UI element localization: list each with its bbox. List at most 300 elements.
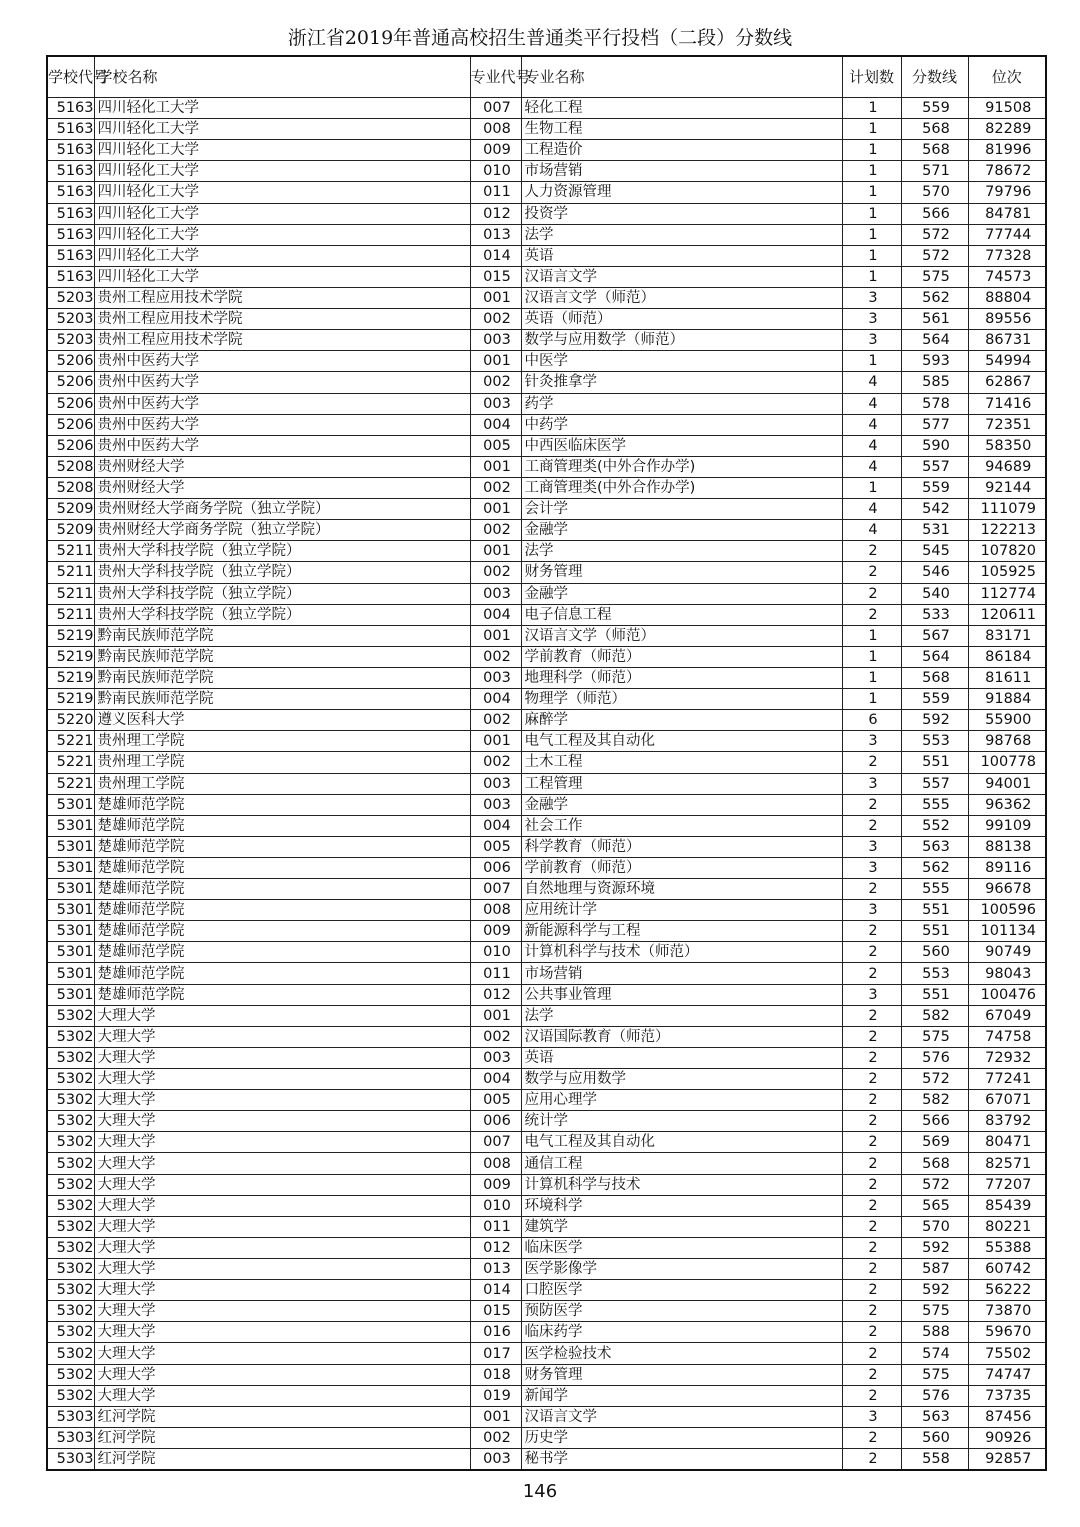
major-name-cell: 历史学 [521,1427,842,1448]
plan-cell: 1 [842,245,901,266]
major-name-cell: 数学与应用数学 [521,1069,842,1090]
header-school-name: 学校名称 [94,56,470,98]
school-name-cell: 大理大学 [94,1174,470,1195]
score-cell: 531 [901,520,968,541]
school-name-cell: 贵州工程应用技术学院 [94,330,470,351]
school-code-cell: 5301 [47,857,94,878]
school-code-cell: 5301 [47,984,94,1005]
rank-cell: 54994 [968,351,1046,372]
rank-cell: 55388 [968,1237,1046,1258]
score-cell: 568 [901,1153,968,1174]
score-cell: 555 [901,794,968,815]
major-code-cell: 002 [470,520,521,541]
major-code-cell: 007 [470,1132,521,1153]
major-name-cell: 工商管理类(中外合作办学) [521,477,842,498]
score-cell: 592 [901,1280,968,1301]
major-name-cell: 汉语言文学（师范） [521,287,842,308]
rank-cell: 77207 [968,1174,1046,1195]
table-header-row [47,56,1046,98]
school-name-cell: 大理大学 [94,1069,470,1090]
rank-cell: 74573 [968,266,1046,287]
school-name-cell: 楚雄师范学院 [94,900,470,921]
major-code-cell: 008 [470,900,521,921]
major-name-cell: 应用统计学 [521,900,842,921]
school-name-cell: 黔南民族师范学院 [94,646,470,667]
school-name-cell: 大理大学 [94,1280,470,1301]
plan-cell: 2 [842,1322,901,1343]
score-cell: 572 [901,1174,968,1195]
score-cell: 572 [901,245,968,266]
major-name-cell: 法学 [521,1005,842,1026]
school-name-cell: 大理大学 [94,1047,470,1068]
table-row [47,182,1046,203]
table-row [47,140,1046,161]
table-row [47,351,1046,372]
major-code-cell: 002 [470,562,521,583]
rank-cell: 82571 [968,1153,1046,1174]
major-name-cell: 金融学 [521,520,842,541]
school-code-cell: 5209 [47,499,94,520]
school-code-cell: 5211 [47,604,94,625]
rank-cell: 96678 [968,879,1046,900]
table-row [47,857,1046,878]
major-name-cell: 金融学 [521,794,842,815]
major-code-cell: 002 [470,646,521,667]
major-name-cell: 学前教育（师范） [521,857,842,878]
header-rank: 位次 [968,56,1046,98]
major-name-cell: 投资学 [521,203,842,224]
school-code-cell: 5302 [47,1090,94,1111]
score-cell: 571 [901,161,968,182]
major-name-cell: 麻醉学 [521,710,842,731]
score-cell: 582 [901,1005,968,1026]
major-code-cell: 003 [470,773,521,794]
rank-cell: 98768 [968,731,1046,752]
school-code-cell: 5203 [47,330,94,351]
table-row [47,414,1046,435]
school-name-cell: 四川轻化工大学 [94,203,470,224]
school-name-cell: 大理大学 [94,1385,470,1406]
plan-cell: 2 [842,1174,901,1195]
major-name-cell: 临床医学 [521,1237,842,1258]
major-name-cell: 工程管理 [521,773,842,794]
rank-cell: 74747 [968,1364,1046,1385]
plan-cell: 1 [842,351,901,372]
table-row [47,309,1046,330]
school-code-cell: 5302 [47,1280,94,1301]
plan-cell: 2 [842,1111,901,1132]
school-name-cell: 黔南民族师范学院 [94,625,470,646]
major-name-cell: 工商管理类(中外合作办学) [521,456,842,477]
table-row [47,1364,1046,1385]
table-row [47,583,1046,604]
school-code-cell: 5163 [47,224,94,245]
major-name-cell: 汉语言文学 [521,266,842,287]
plan-cell: 2 [842,1449,901,1471]
major-code-cell: 001 [470,1005,521,1026]
rank-cell: 56222 [968,1280,1046,1301]
major-name-cell: 科学教育（师范） [521,836,842,857]
table-row [47,942,1046,963]
rank-cell: 90926 [968,1427,1046,1448]
major-code-cell: 018 [470,1364,521,1385]
major-code-cell: 001 [470,541,521,562]
major-name-cell: 学前教育（师范） [521,646,842,667]
rank-cell: 91508 [968,98,1046,119]
major-name-cell: 临床药学 [521,1322,842,1343]
major-name-cell: 物理学（师范） [521,689,842,710]
rank-cell: 99109 [968,815,1046,836]
major-code-cell: 016 [470,1322,521,1343]
school-code-cell: 5206 [47,351,94,372]
school-code-cell: 5301 [47,963,94,984]
plan-cell: 4 [842,520,901,541]
major-name-cell: 财务管理 [521,1364,842,1385]
school-code-cell: 5301 [47,815,94,836]
school-code-cell: 5206 [47,393,94,414]
school-code-cell: 5219 [47,625,94,646]
major-name-cell: 英语 [521,1047,842,1068]
table-row [47,689,1046,710]
major-code-cell: 012 [470,984,521,1005]
plan-cell: 3 [842,1406,901,1427]
rank-cell: 88804 [968,287,1046,308]
school-name-cell: 四川轻化工大学 [94,245,470,266]
school-name-cell: 贵州财经大学商务学院（独立学院） [94,499,470,520]
score-cell: 563 [901,1406,968,1427]
rank-cell: 90749 [968,942,1046,963]
school-name-cell: 贵州大学科技学院（独立学院） [94,604,470,625]
score-cell: 564 [901,646,968,667]
header-major-name: 专业名称 [521,56,842,98]
plan-cell: 2 [842,1153,901,1174]
table-row [47,879,1046,900]
major-name-cell: 市场营销 [521,161,842,182]
rank-cell: 72351 [968,414,1046,435]
school-name-cell: 楚雄师范学院 [94,942,470,963]
header-major-code: 专业代号 [470,56,521,98]
rank-cell: 86184 [968,646,1046,667]
score-cell: 562 [901,287,968,308]
school-name-cell: 四川轻化工大学 [94,140,470,161]
major-code-cell: 008 [470,119,521,140]
school-name-cell: 黔南民族师范学院 [94,667,470,688]
school-code-cell: 5219 [47,667,94,688]
major-name-cell: 环境科学 [521,1195,842,1216]
rank-cell: 73735 [968,1385,1046,1406]
score-cell: 565 [901,1195,968,1216]
major-name-cell: 医学检验技术 [521,1343,842,1364]
school-code-cell: 5302 [47,1364,94,1385]
school-code-cell: 5163 [47,98,94,119]
school-name-cell: 大理大学 [94,1343,470,1364]
school-name-cell: 大理大学 [94,1026,470,1047]
table-row [47,1111,1046,1132]
table-row [47,1449,1046,1471]
score-cell: 570 [901,182,968,203]
plan-cell: 2 [842,752,901,773]
plan-cell: 2 [842,921,901,942]
plan-cell: 3 [842,330,901,351]
major-code-cell: 002 [470,309,521,330]
major-name-cell: 财务管理 [521,562,842,583]
major-name-cell: 预防医学 [521,1301,842,1322]
score-cell: 559 [901,477,968,498]
rank-cell: 60742 [968,1259,1046,1280]
rank-cell: 80221 [968,1216,1046,1237]
school-name-cell: 楚雄师范学院 [94,836,470,857]
rank-cell: 77328 [968,245,1046,266]
major-code-cell: 009 [470,921,521,942]
header-score: 分数线 [901,56,968,98]
major-name-cell: 会计学 [521,499,842,520]
school-code-cell: 5303 [47,1406,94,1427]
plan-cell: 1 [842,689,901,710]
table-row [47,900,1046,921]
school-code-cell: 5302 [47,1259,94,1280]
score-cell: 557 [901,773,968,794]
school-name-cell: 黔南民族师范学院 [94,689,470,710]
table-row [47,921,1046,942]
rank-cell: 55900 [968,710,1046,731]
school-code-cell: 5203 [47,287,94,308]
plan-cell: 2 [842,1047,901,1068]
rank-cell: 83792 [968,1111,1046,1132]
score-cell: 592 [901,1237,968,1258]
rank-cell: 59670 [968,1322,1046,1343]
rank-cell: 67049 [968,1005,1046,1026]
major-code-cell: 003 [470,1047,521,1068]
rank-cell: 92857 [968,1449,1046,1471]
major-code-cell: 003 [470,330,521,351]
major-name-cell: 秘书学 [521,1449,842,1471]
major-code-cell: 001 [470,287,521,308]
plan-cell: 2 [842,1195,901,1216]
major-name-cell: 市场营销 [521,963,842,984]
major-name-cell: 汉语言文学（师范） [521,625,842,646]
major-code-cell: 004 [470,1069,521,1090]
table-row [47,710,1046,731]
rank-cell: 73870 [968,1301,1046,1322]
score-cell: 551 [901,921,968,942]
major-code-cell: 003 [470,583,521,604]
plan-cell: 2 [842,1364,901,1385]
score-cell: 555 [901,879,968,900]
major-code-cell: 005 [470,435,521,456]
score-cell: 540 [901,583,968,604]
major-code-cell: 006 [470,857,521,878]
major-name-cell: 针灸推拿学 [521,372,842,393]
plan-cell: 1 [842,203,901,224]
table-row [47,1132,1046,1153]
header-school-code: 学校代号 [47,56,94,98]
plan-cell: 4 [842,456,901,477]
school-code-cell: 5301 [47,900,94,921]
major-name-cell: 计算机科学与技术（师范） [521,942,842,963]
score-cell: 552 [901,815,968,836]
school-name-cell: 大理大学 [94,1259,470,1280]
major-name-cell: 法学 [521,224,842,245]
school-name-cell: 贵州中医药大学 [94,351,470,372]
table-row [47,499,1046,520]
rank-cell: 78672 [968,161,1046,182]
major-code-cell: 003 [470,1449,521,1471]
table-row [47,1174,1046,1195]
major-code-cell: 015 [470,1301,521,1322]
school-name-cell: 四川轻化工大学 [94,161,470,182]
plan-cell: 2 [842,1259,901,1280]
score-cell: 545 [901,541,968,562]
score-cell: 572 [901,224,968,245]
school-name-cell: 贵州中医药大学 [94,372,470,393]
major-code-cell: 004 [470,414,521,435]
table-row [47,836,1046,857]
school-code-cell: 5302 [47,1005,94,1026]
major-name-cell: 公共事业管理 [521,984,842,1005]
rank-cell: 71416 [968,393,1046,414]
rank-cell: 77744 [968,224,1046,245]
major-code-cell: 002 [470,710,521,731]
rank-cell: 72932 [968,1047,1046,1068]
table-row [47,1047,1046,1068]
table-row [47,1427,1046,1448]
school-code-cell: 5302 [47,1026,94,1047]
major-name-cell: 中西医临床医学 [521,435,842,456]
major-name-cell: 口腔医学 [521,1280,842,1301]
major-code-cell: 001 [470,731,521,752]
major-name-cell: 法学 [521,541,842,562]
plan-cell: 1 [842,140,901,161]
plan-cell: 2 [842,604,901,625]
school-name-cell: 贵州理工学院 [94,752,470,773]
school-code-cell: 5206 [47,414,94,435]
plan-cell: 1 [842,119,901,140]
major-code-cell: 002 [470,752,521,773]
plan-cell: 1 [842,477,901,498]
plan-cell: 3 [842,836,901,857]
plan-cell: 2 [842,794,901,815]
rank-cell: 101134 [968,921,1046,942]
table-row [47,435,1046,456]
school-code-cell: 5302 [47,1301,94,1322]
rank-cell: 91884 [968,689,1046,710]
score-cell: 570 [901,1216,968,1237]
major-code-cell: 011 [470,1216,521,1237]
score-cell: 577 [901,414,968,435]
school-code-cell: 5163 [47,245,94,266]
score-cell: 572 [901,1069,968,1090]
table-row [47,1090,1046,1111]
plan-cell: 2 [842,1280,901,1301]
table-row [47,119,1046,140]
plan-cell: 1 [842,98,901,119]
table-row [47,541,1046,562]
school-name-cell: 贵州大学科技学院（独立学院） [94,541,470,562]
school-code-cell: 5208 [47,477,94,498]
plan-cell: 4 [842,372,901,393]
major-code-cell: 014 [470,1280,521,1301]
school-code-cell: 5163 [47,182,94,203]
score-cell: 575 [901,1301,968,1322]
rank-cell: 83171 [968,625,1046,646]
score-cell: 576 [901,1385,968,1406]
rank-cell: 107820 [968,541,1046,562]
score-cell: 588 [901,1322,968,1343]
major-name-cell: 英语 [521,245,842,266]
major-name-cell: 汉语言文学 [521,1406,842,1427]
rank-cell: 94689 [968,456,1046,477]
major-code-cell: 003 [470,667,521,688]
school-name-cell: 四川轻化工大学 [94,98,470,119]
rank-cell: 94001 [968,773,1046,794]
school-code-cell: 5206 [47,372,94,393]
plan-cell: 2 [842,942,901,963]
school-code-cell: 5221 [47,773,94,794]
school-name-cell: 大理大学 [94,1237,470,1258]
plan-cell: 2 [842,583,901,604]
major-code-cell: 001 [470,1406,521,1427]
plan-cell: 1 [842,625,901,646]
school-code-cell: 5163 [47,140,94,161]
score-cell: 561 [901,309,968,330]
major-name-cell: 轻化工程 [521,98,842,119]
major-code-cell: 007 [470,879,521,900]
rank-cell: 77241 [968,1069,1046,1090]
major-code-cell: 010 [470,942,521,963]
school-code-cell: 5211 [47,541,94,562]
major-name-cell: 土木工程 [521,752,842,773]
school-name-cell: 贵州财经大学商务学院（独立学院） [94,520,470,541]
major-name-cell: 英语（师范） [521,309,842,330]
school-code-cell: 5221 [47,731,94,752]
plan-cell: 2 [842,541,901,562]
school-name-cell: 楚雄师范学院 [94,794,470,815]
table-row [47,1005,1046,1026]
major-code-cell: 002 [470,1427,521,1448]
plan-cell: 3 [842,773,901,794]
plan-cell: 2 [842,1132,901,1153]
table-row [47,752,1046,773]
school-name-cell: 四川轻化工大学 [94,224,470,245]
school-code-cell: 5301 [47,942,94,963]
rank-cell: 67071 [968,1090,1046,1111]
score-cell: 568 [901,667,968,688]
page-title: 浙江省2019年普通高校招生普通类平行投档（二段）分数线 [287,27,793,49]
table-row [47,1406,1046,1427]
score-cell: 564 [901,330,968,351]
plan-cell: 2 [842,1026,901,1047]
major-code-cell: 004 [470,689,521,710]
score-cell: 590 [901,435,968,456]
school-name-cell: 大理大学 [94,1132,470,1153]
major-code-cell: 012 [470,1237,521,1258]
school-code-cell: 5302 [47,1385,94,1406]
table-row [47,1237,1046,1258]
score-cell: 560 [901,942,968,963]
school-code-cell: 5163 [47,266,94,287]
score-cell: 574 [901,1343,968,1364]
score-table [46,55,1047,1471]
rank-cell: 88138 [968,836,1046,857]
table-row [47,477,1046,498]
rank-cell: 84781 [968,203,1046,224]
school-name-cell: 贵州工程应用技术学院 [94,287,470,308]
school-name-cell: 楚雄师范学院 [94,921,470,942]
table-row [47,203,1046,224]
school-name-cell: 楚雄师范学院 [94,879,470,900]
major-code-cell: 002 [470,372,521,393]
score-cell: 553 [901,731,968,752]
